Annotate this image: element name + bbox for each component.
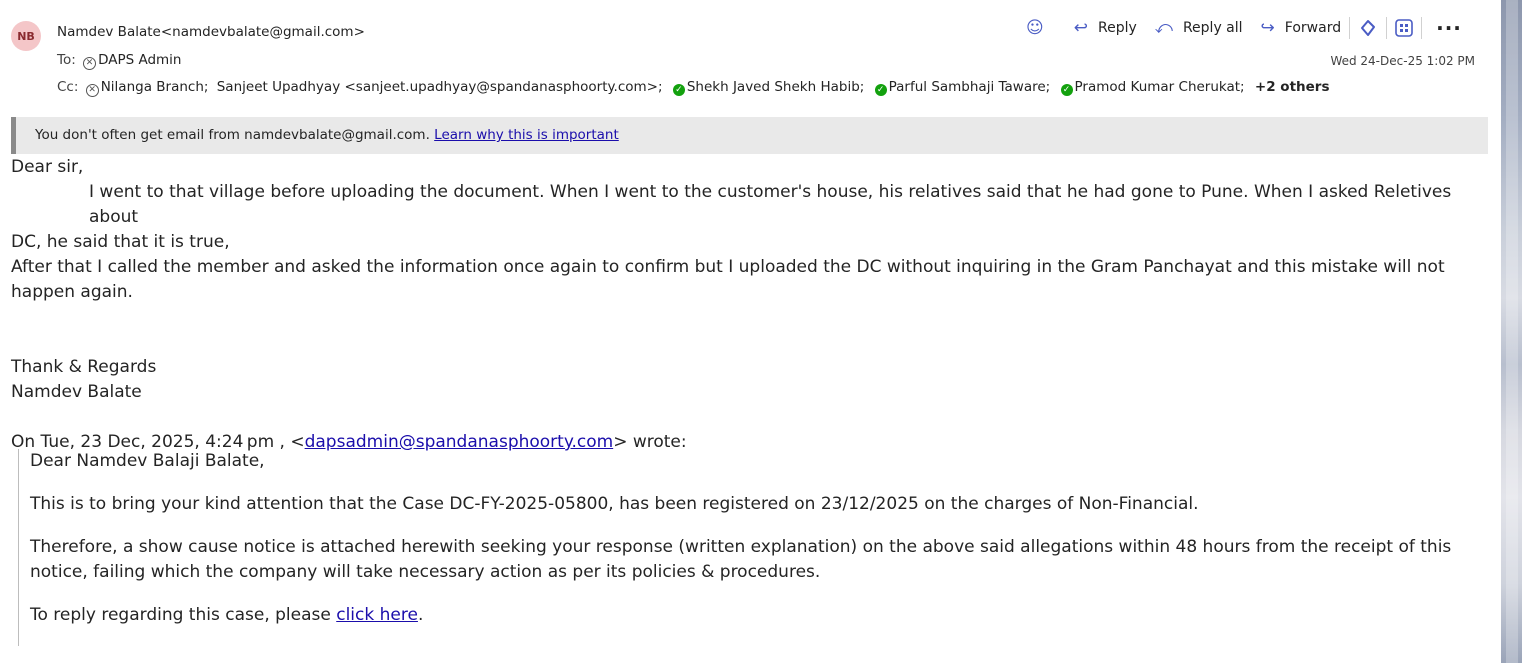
scrollbar-thumb[interactable] xyxy=(1506,0,1518,663)
available-status-icon: ✓ xyxy=(875,84,887,96)
reply-button[interactable] xyxy=(1074,18,1137,38)
body-signoff: Thank & Regards xyxy=(11,357,157,377)
copilot-button[interactable] xyxy=(1358,18,1378,38)
cc-recipient[interactable]: Sanjeet Upadhyay <sanjeet.upadhyay@spandanasphoorty.com>; xyxy=(216,79,663,95)
apps-icon xyxy=(1395,19,1413,37)
forward-label: Forward xyxy=(1284,20,1342,36)
forward-button[interactable] xyxy=(1261,18,1342,38)
body-paragraph: I went to that village before uploading the document. When I went to the customer's house, his relatives said that he had gone to Pune. When I asked Reletives about xyxy=(89,182,1452,227)
remove-recipient-icon: ✕ xyxy=(83,57,96,70)
cc-recipient[interactable]: Nilanga Branch; xyxy=(100,79,209,95)
quote-intro-text: > wrote: xyxy=(613,432,687,452)
quoted-text: To reply regarding this case, please xyxy=(30,605,337,625)
apps-button[interactable] xyxy=(1395,19,1413,37)
from-line xyxy=(57,24,365,40)
cc-recipient[interactable]: Pramod Kumar Cherukat; xyxy=(1074,79,1245,95)
quoted-paragraph: Therefore, a show cause notice is attached herewith seeking your response (written explanation) on the above said allegations within 48 hours from the receipt of this notice, failing which the company will take necessary action as per its policies & procedures. xyxy=(30,537,1452,582)
body-greeting: Dear sir, xyxy=(11,157,84,177)
body-signature: Namdev Balate xyxy=(11,382,142,402)
message-date: Wed 24-Dec-25 1:02 PM xyxy=(1330,54,1475,68)
banner-text: You don't often get email from namdevbalate@gmail.com. xyxy=(35,127,430,143)
to-label: To: xyxy=(57,52,76,68)
sender-email[interactable]: <namdevbalate@gmail.com> xyxy=(160,24,365,40)
body-paragraph: After that I called the member and asked the information once again to confirm but I uploaded the DC without inquiring in the Gram Panchayat and this mistake will not happen again. xyxy=(11,257,1445,302)
reply-icon: ↩ xyxy=(1073,18,1088,38)
reply-all-label: Reply all xyxy=(1182,20,1243,36)
learn-why-link[interactable]: Learn why this is important xyxy=(434,127,619,143)
react-button[interactable] xyxy=(1026,18,1044,38)
external-sender-banner xyxy=(11,117,1488,154)
quoted-message xyxy=(18,449,1490,646)
forward-icon: ↪ xyxy=(1260,18,1275,38)
quoted-sender-email-link[interactable]: dapsadmin@spandanasphoorty.com xyxy=(304,432,614,452)
quoted-text: . xyxy=(417,605,424,625)
quoted-paragraph: This is to bring your kind attention that the Case DC-FY-2025-05800, has been registered on 23/12/2025 on the charges of Non-Financial. xyxy=(30,494,1199,514)
message-toolbar xyxy=(1026,16,1462,40)
reply-label: Reply xyxy=(1097,20,1137,36)
toolbar-separator xyxy=(1386,17,1387,39)
remove-recipient-icon: ✕ xyxy=(86,84,99,97)
cc-line xyxy=(57,79,1330,97)
more-icon: ··· xyxy=(1436,16,1462,40)
sender-avatar[interactable]: NB xyxy=(11,21,41,51)
message-body xyxy=(11,155,1491,455)
cc-recipient[interactable]: Parful Sambhaji Taware; xyxy=(888,79,1051,95)
to-line xyxy=(57,52,181,70)
cc-others-prefix: + xyxy=(1254,79,1267,95)
to-recipient[interactable]: DAPS Admin xyxy=(98,52,182,68)
sender-name[interactable]: Namdev Balate xyxy=(57,24,161,40)
available-status-icon: ✓ xyxy=(1061,84,1073,96)
cc-label: Cc: xyxy=(57,79,79,95)
smiley-icon: ☺ xyxy=(1026,18,1044,38)
cc-others-button[interactable] xyxy=(1255,79,1330,95)
spacer xyxy=(11,305,1491,355)
available-status-icon: ✓ xyxy=(673,84,685,96)
quote-intro-text: On Tue, 23 Dec, 2025, 4:24 pm , < xyxy=(11,432,305,452)
body-paragraph: DC, he said that it is true, xyxy=(11,232,230,252)
quoted-greeting: Dear Namdev Balaji Balate, xyxy=(30,451,265,471)
cc-recipient[interactable]: Shekh Javed Shekh Habib; xyxy=(686,79,865,95)
reply-all-icon: ⤺ xyxy=(1154,18,1173,38)
toolbar-separator xyxy=(1349,17,1350,39)
reply-all-button[interactable] xyxy=(1155,18,1243,38)
click-here-link[interactable]: click here xyxy=(336,605,418,625)
toolbar-separator xyxy=(1421,17,1422,39)
copilot-icon xyxy=(1358,18,1378,38)
cc-others-label: 2 others xyxy=(1266,79,1330,95)
more-actions-button[interactable] xyxy=(1436,16,1462,40)
quoted-paragraph xyxy=(30,603,1490,628)
